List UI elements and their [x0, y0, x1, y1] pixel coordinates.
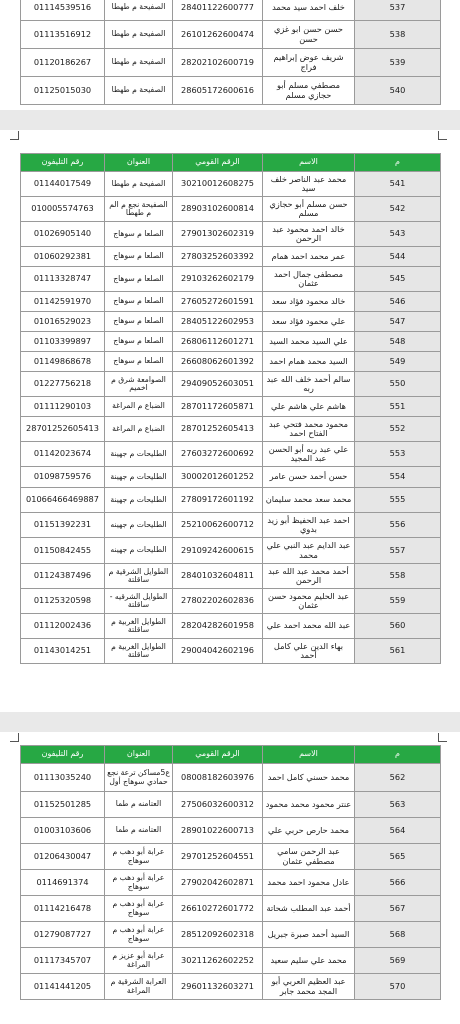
cell-number: 546	[355, 292, 441, 312]
cell-name: خالد احمد محمود عبد الرحمن	[263, 222, 355, 247]
cell-phone: 01227756218	[21, 372, 105, 397]
page-corner-mark	[438, 733, 447, 742]
cell-phone: 01113035240	[21, 764, 105, 792]
cell-number: 569	[355, 948, 441, 974]
cell-address: الطليحات م جهينة	[105, 442, 173, 467]
document-page-1	[0, 0, 460, 110]
table-page-3	[20, 745, 441, 1000]
document-page-2	[0, 130, 460, 712]
table-header-row	[21, 154, 441, 172]
cell-phone: 01114216478	[21, 896, 105, 922]
cell-national-id: 28204282601958	[173, 614, 263, 639]
cell-address: ع5مساكن ترعة نجع حمادي سوهاج أول	[105, 764, 173, 792]
cell-number: 541	[355, 172, 441, 197]
cell-number: 556	[355, 513, 441, 538]
cell-name: مصطفي مسلم أبو حجازي مسلم	[263, 77, 355, 105]
table-row	[21, 639, 441, 664]
header-address: العنوان	[105, 154, 173, 172]
table-row	[21, 21, 441, 49]
cell-national-id: 28401122600777	[173, 0, 263, 21]
document-page-3	[0, 732, 460, 1024]
cell-phone: 01113328747	[21, 267, 105, 292]
cell-number: 552	[355, 417, 441, 442]
cell-phone: 01149868678	[21, 352, 105, 372]
cell-name: محمد سعد محمد سليمان	[263, 488, 355, 513]
cell-number: 558	[355, 564, 441, 589]
cell-address: عرابة أبو دهب م سوهاج	[105, 896, 173, 922]
cell-phone: 01142023674	[21, 442, 105, 467]
cell-phone: 01098759576	[21, 467, 105, 488]
cell-national-id: 30210012608275	[173, 172, 263, 197]
cell-name: شريف عوض إبراهيم فراج	[263, 49, 355, 77]
table-row	[21, 172, 441, 197]
cell-number: 550	[355, 372, 441, 397]
table-row	[21, 247, 441, 267]
cell-phone: 01143014251	[21, 639, 105, 664]
table-row	[21, 922, 441, 948]
cell-phone: 010005574763	[21, 197, 105, 222]
cell-address: الصلعا م سوهاج	[105, 292, 173, 312]
cell-address: العتامنه م طما	[105, 792, 173, 818]
cell-national-id: 26101262600474	[173, 21, 263, 49]
table-row	[21, 417, 441, 442]
cell-national-id: 27605272601591	[173, 292, 263, 312]
cell-name: احمد عبد الحفيظ أبو زيد بدوي	[263, 513, 355, 538]
table-page-1	[20, 0, 441, 105]
table-page-2	[20, 153, 441, 664]
cell-number: 544	[355, 247, 441, 267]
cell-number: 557	[355, 538, 441, 564]
cell-number: 553	[355, 442, 441, 467]
cell-national-id: 27802202602836	[173, 589, 263, 614]
cell-national-id: 27901302602319	[173, 222, 263, 247]
cell-address: الطوايل الشرقية م ساقلتة	[105, 564, 173, 589]
cell-national-id: 28512092602318	[173, 922, 263, 948]
cell-national-id: 28701172605871	[173, 397, 263, 417]
cell-phone: 01026905140	[21, 222, 105, 247]
cell-name: عبد الدايم عبد النبي علي محمد	[263, 538, 355, 564]
cell-number: 539	[355, 49, 441, 77]
cell-national-id: 29103262602179	[173, 267, 263, 292]
cell-phone: 01150842455	[21, 538, 105, 564]
cell-name: عنتر محمود محمد محمود	[263, 792, 355, 818]
table-header-row	[21, 746, 441, 764]
cell-national-id: 26610272601772	[173, 896, 263, 922]
cell-number: 538	[355, 21, 441, 49]
cell-phone: 01279087727	[21, 922, 105, 948]
cell-name: حسن مسلم أبو حجازي مسلم	[263, 197, 355, 222]
header-address: العنوان	[105, 746, 173, 764]
header-name: الاسم	[263, 746, 355, 764]
cell-number: 559	[355, 589, 441, 614]
table-row	[21, 0, 441, 21]
cell-address: الطليحات م جهينه	[105, 538, 173, 564]
page-corner-mark	[10, 733, 19, 742]
cell-national-id: 25210062600712	[173, 513, 263, 538]
table-row	[21, 372, 441, 397]
cell-number: 570	[355, 974, 441, 1000]
cell-number: 554	[355, 467, 441, 488]
table-row	[21, 442, 441, 467]
cell-number: 561	[355, 639, 441, 664]
header-national-id: الرقم القومي	[173, 154, 263, 172]
cell-national-id: 30211262602252	[173, 948, 263, 974]
cell-name: علي عبد ربه أبو الحسن عبد المجيد	[263, 442, 355, 467]
header-phone: رقم التليفون	[21, 746, 105, 764]
cell-phone: 01142591970	[21, 292, 105, 312]
cell-phone: 01113516912	[21, 21, 105, 49]
cell-name: محمود محمد فتحي عبد الفتاح احمد	[263, 417, 355, 442]
cell-phone: 01112002436	[21, 614, 105, 639]
cell-phone: 01060292381	[21, 247, 105, 267]
header-national-id: الرقم القومي	[173, 746, 263, 764]
cell-name: عبد الحليم محمود حسن عثمان	[263, 589, 355, 614]
cell-phone: 01206430047	[21, 844, 105, 870]
cell-name: خلف احمد سيد محمد	[263, 0, 355, 21]
cell-address: الطوايل الشرقيه - ساقلتة	[105, 589, 173, 614]
cell-name: مصطفى جمال احمد عثمان	[263, 267, 355, 292]
cell-number: 547	[355, 312, 441, 332]
cell-number: 566	[355, 870, 441, 896]
cell-name: حسن حسن ابو غزي حسن	[263, 21, 355, 49]
cell-address: الصلعا م سوهاج	[105, 332, 173, 352]
cell-name: محمد عبد الناصر خلف سيد	[263, 172, 355, 197]
cell-phone: 01141441205	[21, 974, 105, 1000]
cell-national-id: 28701252605413	[173, 417, 263, 442]
cell-address: الصلعا م سوهاج	[105, 352, 173, 372]
cell-phone: 01003103606	[21, 818, 105, 844]
table-row	[21, 614, 441, 639]
cell-national-id: 27803252603392	[173, 247, 263, 267]
cell-name: خالد محمود فؤاد سعد	[263, 292, 355, 312]
cell-name: بهاء الدين علي كامل أحمد	[263, 639, 355, 664]
cell-address: الصلعا م سوهاج	[105, 312, 173, 332]
table-row	[21, 844, 441, 870]
table-row	[21, 589, 441, 614]
cell-national-id: 29004042602196	[173, 639, 263, 664]
table-row	[21, 896, 441, 922]
cell-national-id: 29601132603271	[173, 974, 263, 1000]
cell-address: الصلعا م سوهاج	[105, 247, 173, 267]
cell-number: 565	[355, 844, 441, 870]
table-row	[21, 764, 441, 792]
cell-name: محمد حسني كامل احمد	[263, 764, 355, 792]
cell-name: السيد محمد همام احمد	[263, 352, 355, 372]
cell-address: الضباع م المراغة	[105, 397, 173, 417]
cell-phone: 01103399897	[21, 332, 105, 352]
cell-phone: 01124387496	[21, 564, 105, 589]
cell-national-id: 28605172600616	[173, 77, 263, 105]
cell-national-id: 27809172601192	[173, 488, 263, 513]
cell-number: 555	[355, 488, 441, 513]
cell-address: الصفيحة م طهطا	[105, 49, 173, 77]
cell-number: 560	[355, 614, 441, 639]
cell-address: الصفيحة م طهطا	[105, 21, 173, 49]
cell-address: عرابة أبو عزيز م المراغة	[105, 948, 173, 974]
cell-address: الصفيحة نجع م الم م طهطا	[105, 197, 173, 222]
cell-number: 545	[355, 267, 441, 292]
cell-number: 563	[355, 792, 441, 818]
cell-name: أحمد عبد المطلب شحاتة	[263, 896, 355, 922]
cell-number: 540	[355, 77, 441, 105]
cell-name: أحمد محمد عبد الله عبد الرحمن	[263, 564, 355, 589]
cell-phone: 01125015030	[21, 77, 105, 105]
cell-national-id: 29409052603051	[173, 372, 263, 397]
cell-phone: 01144017549	[21, 172, 105, 197]
table-row	[21, 792, 441, 818]
cell-phone: 01117345707	[21, 948, 105, 974]
cell-number: 551	[355, 397, 441, 417]
cell-name: السيد أحمد صبرة جبريل	[263, 922, 355, 948]
cell-national-id: 27902042602871	[173, 870, 263, 896]
cell-number: 542	[355, 197, 441, 222]
cell-phone: 01152501285	[21, 792, 105, 818]
cell-number: 564	[355, 818, 441, 844]
page-corner-mark	[10, 131, 19, 140]
cell-phone: 01066466469887	[21, 488, 105, 513]
cell-number: 537	[355, 0, 441, 21]
cell-national-id: 29109242600615	[173, 538, 263, 564]
cell-name: عبد الله محمد احمد علي	[263, 614, 355, 639]
cell-name: عمر محمد احمد همام	[263, 247, 355, 267]
cell-phone: 01120186267	[21, 49, 105, 77]
header-phone: رقم التليفون	[21, 154, 105, 172]
table-row	[21, 818, 441, 844]
cell-national-id: 28202102600719	[173, 49, 263, 77]
table-row	[21, 488, 441, 513]
cell-address: عرابة أبو دهب م سوهاج	[105, 922, 173, 948]
cell-national-id: 30002012601252	[173, 467, 263, 488]
cell-name: هاشم علي هاشم علي	[263, 397, 355, 417]
cell-address: الصلعا م سوهاج	[105, 267, 173, 292]
table-row	[21, 197, 441, 222]
cell-phone: 01111290103	[21, 397, 105, 417]
cell-address: الطليحات م جهينة	[105, 467, 173, 488]
cell-address: الصفيحة م طهطا	[105, 77, 173, 105]
cell-national-id: 26806112601271	[173, 332, 263, 352]
cell-address: العرابة الشرقية م المراغة	[105, 974, 173, 1000]
cell-national-id: 27603272600692	[173, 442, 263, 467]
cell-name: حسن أحمد حسن عامر	[263, 467, 355, 488]
cell-address: الصوامعة شرق م اخميم	[105, 372, 173, 397]
cell-phone: 01151392231	[21, 513, 105, 538]
cell-address: الصفيحة م طهطا	[105, 172, 173, 197]
cell-national-id: 28903102600814	[173, 197, 263, 222]
cell-address: الطوايل الغربية م ساقلتة	[105, 639, 173, 664]
table-row	[21, 77, 441, 105]
cell-number: 548	[355, 332, 441, 352]
table-row	[21, 292, 441, 312]
cell-phone: 28701252605413	[21, 417, 105, 442]
table-row	[21, 352, 441, 372]
table-row	[21, 222, 441, 247]
table-row	[21, 948, 441, 974]
cell-national-id: 28901022600713	[173, 818, 263, 844]
table-row	[21, 397, 441, 417]
cell-address: عرابة أبو دهب م سوهاج	[105, 870, 173, 896]
cell-address: الصفيحة م طهطا	[105, 0, 173, 21]
cell-national-id: 29701252604551	[173, 844, 263, 870]
cell-phone: 01016529023	[21, 312, 105, 332]
cell-address: الصلعا م سوهاج	[105, 222, 173, 247]
header-number: م	[355, 154, 441, 172]
cell-name: علي محمود فؤاد سعد	[263, 312, 355, 332]
cell-number: 549	[355, 352, 441, 372]
cell-number: 562	[355, 764, 441, 792]
cell-address: الضباع م المراغة	[105, 417, 173, 442]
table-row	[21, 564, 441, 589]
cell-national-id: 28405122602953	[173, 312, 263, 332]
cell-address: الطوايل الغربية م ساقلتة	[105, 614, 173, 639]
cell-national-id: 27506032600312	[173, 792, 263, 818]
cell-name: عادل محمود احمد محمد	[263, 870, 355, 896]
cell-national-id: 08008182603976	[173, 764, 263, 792]
cell-name: محمد حارص حربي علي	[263, 818, 355, 844]
cell-number: 567	[355, 896, 441, 922]
table-row	[21, 538, 441, 564]
cell-phone: 0114691374	[21, 870, 105, 896]
table-row	[21, 332, 441, 352]
table-row	[21, 467, 441, 488]
cell-name: عبد الرحمن سامي مصطفي عثمان	[263, 844, 355, 870]
cell-name: علي السيد محمد السيد	[263, 332, 355, 352]
cell-number: 543	[355, 222, 441, 247]
cell-name: سالم أحمد خلف الله عبد ربه	[263, 372, 355, 397]
cell-national-id: 26608062601392	[173, 352, 263, 372]
cell-phone: 01125320598	[21, 589, 105, 614]
table-row	[21, 312, 441, 332]
cell-name: عبد العظيم العربي أبو المجد محمد جابر	[263, 974, 355, 1000]
cell-address: الطليحات م جهينة	[105, 488, 173, 513]
table-row	[21, 49, 441, 77]
cell-address: عرابة أبو دهب م سوهاج	[105, 844, 173, 870]
table-row	[21, 974, 441, 1000]
cell-national-id: 28401032604811	[173, 564, 263, 589]
cell-address: العتامنه م طما	[105, 818, 173, 844]
header-name: الاسم	[263, 154, 355, 172]
cell-number: 568	[355, 922, 441, 948]
header-number: م	[355, 746, 441, 764]
cell-phone: 01114539516	[21, 0, 105, 21]
cell-name: محمد علي سليم سعيد	[263, 948, 355, 974]
cell-address: الطليحات م جهينه	[105, 513, 173, 538]
page-corner-mark	[438, 131, 447, 140]
table-row	[21, 267, 441, 292]
table-row	[21, 513, 441, 538]
table-row	[21, 870, 441, 896]
